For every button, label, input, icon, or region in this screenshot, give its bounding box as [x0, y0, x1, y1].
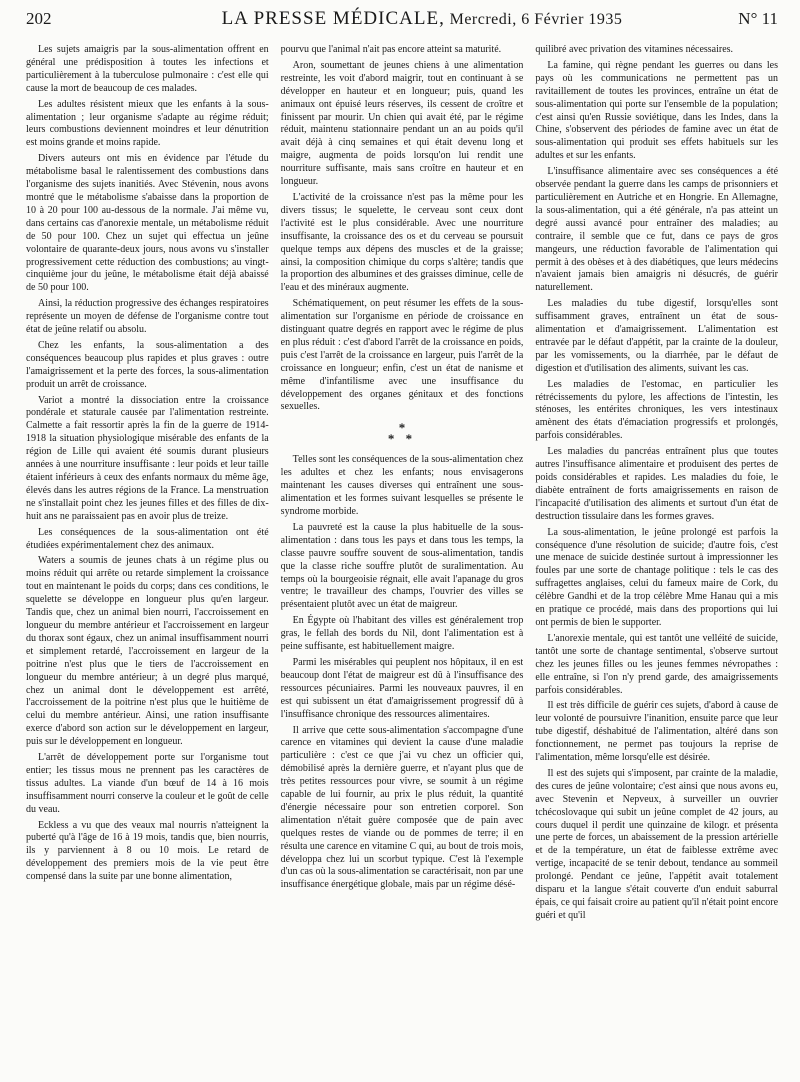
text-column-right [535, 44, 778, 1080]
text-column-left [26, 44, 269, 1080]
paragraph: pourvu que l'animal n'ait pas encore atteint sa maturité. [280, 44, 502, 55]
paragraph: Divers auteurs ont mis en évidence par l'étude du métabolisme basal le ralentissement des combustions dans l'organisme des sujets inanitiés. Avec Stévenin, nous avons montré que le métabolisme s'abaisse dans la proportion de 10 à 20 pour 100 au-dessous de la normale. J'ai même vu, dans certains cas d'anorexie mentale, un métabolisme réduit de 50 pour 100. Chez un sujet qui effectua un jeûne volontaire de quarante-deux jours, nous avons vu s'installer progressivement cette réduction des combustions; au vingt-cinquième jour du jeûne, le métabolisme était déjà abaissé de 50 pour 100. [26, 153, 269, 294]
page-header [26, 8, 778, 34]
paragraph: Telles sont les conséquences de la sous-alimentation chez les adultes et chez les enfants; nous envisagerons maintenant les causes diverses qui entraînent une sous-alimentation et les formes suivant lesquelles se présente le syndrome morbide. [280, 454, 524, 517]
paragraph: quilibré avec privation des vitamines nécessaires. [535, 44, 734, 55]
paragraph: Aron, soumettant de jeunes chiens à une alimentation restreinte, les voit d'abord maigrir, tout en continuant à se développer en hauteur et en longueur; puis, quand les animaux ont épuisé leurs réserves, ils cessent de croître et finissent par mourir. Un chien qui avait été, par le régime réduit, maintenu stationnaire pendant un an au poids qu'il avait déjà à cinq semaines et qui était devenu long et maigre, augmenta de poids lorsqu'on lui rendit une nourriture suffisante, mais sans croître en hauteur et en longueur. [280, 59, 524, 188]
paragraph: Les maladies de l'estomac, en particulier les rétrécissements du pylore, les affections de l'intestin, les sténoses, les entérites chroniques, les vers intestinaux amènent des états d'émaciation progressifs et prolongés, parfois considérables. [535, 378, 778, 442]
paragraph: Il est très difficile de guérir ces sujets, d'abord à cause de leur volonté de poursuivre l'inanition, ensuite parce que leur tube digestif, déshabitué de l'alimentation, altéré dans son fonctionnement, ne permet pas toujours la reprise de l'alimentation, même lorsqu'elle est désirée. [535, 700, 778, 764]
paragraph: La famine, qui règne pendant les guerres ou dans les pays où les communications ne permettent pas un ravitaillement de toutes les provinces, entraîne un état de sous-alimentation qui porte sur l'ensemble de la population; c'est ainsi qu'en Russie soviétique, dans les Indes, dans la Chine, s'observent des périodes de famine avec un état de sous-alimentation qui produit ses effets habituels sur les adultes et sur les enfants. [535, 59, 778, 162]
issue-number: N° 11 [738, 9, 778, 28]
paragraph: Il arrive que cette sous-alimentation s'accompagne d'une carence en vitamines qui devient la cause d'une maladie particulière : c'est ce que j'ai vu chez un officier qui, démobilisé après la dernière guerre, et n'ayant plus que de très petites ressources pour vivre, se soumit à un régime capable de lui fournir, au prix le plus réduit, la quantité d'énergie nécessaire pour son entretien corporel. Son alimentation n'était guère composée que de pain avec quelques restes de viande ou de pommes de terre; il en résulta une carence en vitamine C qui, au bout de trois mois, développa chez lui un scorbut typique. C'est là l'exemple d'un cas où la sous-alimentation se caractérisait, non par une insuffisance énergétique globale, mais par un régime désé- [280, 724, 524, 891]
paragraph: Ainsi, la réduction progressive des échanges respiratoires représente un moyen de défense de l'organisme contre tout état de jeûne relatif ou absolu. [26, 298, 269, 336]
journal-title: LA PRESSE MÉDICALE, [221, 8, 445, 29]
paragraph: Eckless a vu que des veaux mal nourris n'atteignent la puberté qu'à l'âge de 16 à 19 mois, tandis que, bien nourris, ils y parviennent à 8 ou 10 mois. Le retard de développement des premiers mois de la vie peut être compensé dans la suite par une bonne alimentation, [26, 819, 269, 883]
section-separator [281, 420, 524, 447]
paragraph: En Égypte où l'habitant des villes est généralement trop gras, le fellah des bords du Nil, dont l'alimentation est à peine suffisante, est habituellement maigre. [280, 615, 524, 653]
paragraph: Waters a soumis de jeunes chats à un régime plus ou moins réduit qui arrête ou retarde simplement la croissance tout en maintenant le poids du corps; dans ces conditions, le squelette se développe en longueur plus qu'en largeur. Tandis que, chez un animal bien nourri, l'accroissement en longueur du membre antérieur et l'accroissement en largeur du thorax sont égaux, chez un animal insuffisamment nourri et simplement retardé, l'accroissement en largeur de la poitrine n'est plus que le tiers de l'accroissement en longueur du membre antérieur; à un degré plus marqué, chez un animal dont le développement est arrêté, l'accroissement de la poitrine n'est plus que le huitième de celui du membre antérieur. Ainsi, une ration insuffisante exerce d'abord son action sur le développement en largeur, puis sur le développement en longueur. [26, 555, 269, 748]
paragraph: Les maladies du pancréas entraînent plus que toutes autres l'insuffisance alimentaire et produisent des pertes de poids considérables et rapides. Les maladies du foie, le diabète entraînent de forts amaigrissements en raison de l'incapacité d'utilisation des aliments et surtout d'un état de destruction tissulaire dans les formes graves. [535, 446, 778, 522]
journal-masthead [176, 8, 668, 30]
separator-star-top: * [398, 420, 406, 436]
separator-stars-bottom: * * [387, 431, 417, 447]
paragraph: Les adultes résistent mieux que les enfants à la sous-alimentation ; leur organisme s'adapte au régime réduit; leurs combustions deviennent moindres et leur dénutrition est moins grande et moins rapide. [26, 98, 269, 149]
text-column-middle [281, 44, 524, 1080]
paragraph: Chez les enfants, la sous-alimentation a des conséquences beaucoup plus rapides et plus graves : outre l'amaigrissement et la perte des forces, la sous-alimentation produit un arrêt de croissance. [26, 339, 269, 390]
paragraph: Les maladies du tube digestif, lorsqu'elles sont suffisamment graves, entraînent un état de sous-alimentation et d'amaigrissement. L'alimentation est entravée par le défaut d'appétit, par la crainte de la douleur, par les vomissements, ou la diarrhée, par le défaut de digestion et d'utilisation des aliments, suivant les cas. [535, 298, 778, 374]
paragraph: Les conséquences de la sous-alimentation ont été étudiées expérimentalement chez des animaux. [26, 526, 269, 551]
paragraph: L'anorexie mentale, qui est tantôt une velléité de suicide, tantôt une sorte de chantage sentimental, s'observe surtout chez les jeunes filles ou les jeunes femmes névropathes : elle entraîne, si l'on n'y prend garde, des amaigrissements parfois considérables. [535, 632, 778, 696]
issue-date: Mercredi, 6 Février 1935 [449, 11, 623, 28]
paragraph: Schématiquement, on peut résumer les effets de la sous-alimentation sur l'organisme en période de croissance en distinguant quatre degrés en rapport avec le régime de plus en plus réduit : c'est d'abord l'arrêt de la croissance en poids, puis c'est l'arrêt de la croissance en largeur, puis l'arrêt de la croissance en longueur; enfin, c'est un état de nanisme et même d'infantilisme avec une insuffisance du développement des organes génitaux et des fonctions sexuelles. [280, 298, 524, 413]
paragraph: L'insuffisance alimentaire avec ses conséquences a été observée pendant la guerre dans les camps de prisonniers et particulièrement en Autriche et en Hongrie. En Allemagne, la sous-alimentation, qui a été générale, n'a pas atteint un degré aussi avancé pour entraîner des maladies; au contraire, il semble que ce fut, dans ce pays de gros mangeurs, une réduction favorable de l'alimentation qui permit à des obèses et à des diabétiques, que leurs médecins n'avaient jamais bien amaigris ni désucrés, de guérir naturellement. [535, 166, 778, 294]
paragraph: Les sujets amaigris par la sous-alimentation offrent en général une prédisposition à toutes les infections et particulièrement à la tuberculose pulmonaire : c'est elle qui cause la mort de beaucoup de ces malades. [26, 44, 269, 94]
paragraph: La sous-alimentation, le jeûne prolongé est parfois la conséquence d'une résolution de suicide; d'autre fois, c'est une menace de suicide destinée surtout à impressionner les foules par une sorte de chantage politique : tels le cas des suffragettes anglaises, celui du fameux maire de Cork, du célèbre Gandhi et de la trop célèbre Mme Hanau qui a mis en pratique ce procédé, mais dans des proportions qui lui ont permis de bien le supporter. [535, 526, 778, 628]
paragraph: L'arrêt de développement porte sur l'organisme tout entier; les tissus mous ne prennent pas les caractères de tissus adultes. La viande d'un bœuf de 14 à 16 mois insuffisamment nourri conserve la couleur et le goût de celle du veau. [26, 752, 269, 815]
page-number: 202 [26, 9, 52, 28]
paragraph: Il est des sujets qui s'imposent, par crainte de la maladie, des cures de jeûne volontaire; c'est ainsi que nous avons eu, avec Stevenin et Nepveux, à surveiller un ouvrier tchécoslovaque qui subit un jeûne complet de 42 jours, au cours duquel il perdit une quinzaine de kilogr. et présenta une perte de forces, un abaissement de la pression artérielle et de la température, un état de faiblesse extrême avec vertige, incapacité de se tenir debout, tendance au sommeil prolongé. Pendant ce jeûne, l'appétit avait totalement disparu et la langue s'était couverte d'un enduit saburral épais, ce qui faisait croire au patient qu'il n'était point encore guéri et qu'il [535, 767, 778, 921]
paragraph: L'activité de la croissance n'est pas la même pour les divers tissus; le squelette, le cerveau sont ceux dont l'activité est le plus considérable. Avec une nourriture insuffisante, la croissance des os et du cerveau se poursuit quelque temps aux dépens des muscles et de la graisse; ainsi, la composition chimique du corps s'altère; tandis que la proportion des albumines et des graisses diminue, celle de l'eau et des minéraux augmente. [280, 191, 524, 294]
article-columns [26, 44, 778, 1080]
paragraph: Parmi les misérables qui peuplent nos hôpitaux, il en est beaucoup dont l'état de maigreur est dû à l'insuffisance des ressources pécuniaires. Parmi les nouveaux pauvres, il en est qui subissent un état d'amaigrissement progressif dû à l'insuffisance chronique des ressources alimentaires. [280, 656, 524, 720]
paragraph: Variot a montré la dissociation entre la croissance pondérale et staturale causée par l'alimentation restreinte. Calmette a fait ressortir après la fin de la guerre de 1914-1918 la situation physiologique misérable des enfants de la région de Lille qui avaient été soumis durant plusieurs années à une nourriture insuffisante : leur poids et leur taille étaient inférieurs à ceux des enfants normaux du même âge, élevés dans les autres régions de la France. La menstruation ne s'installait point chez les jeunes filles et des filles de dix-huit ans ne paraissaient pas en avoir plus de treize. [26, 394, 269, 522]
paragraph: La pauvreté est la cause la plus habituelle de la sous-alimentation : dans tous les pays et dans tous les temps, la classe pauvre souffre souvent de sous-alimentation, tandis que la classe riche souffre plutôt de suralimentation. Au temps où la bourgeoisie régnait, elle avait l'apanage du gros ventre; le travailleur des champs, l'ouvrier des villes se présentaient plutôt avec un état de maigreur. [280, 521, 524, 611]
